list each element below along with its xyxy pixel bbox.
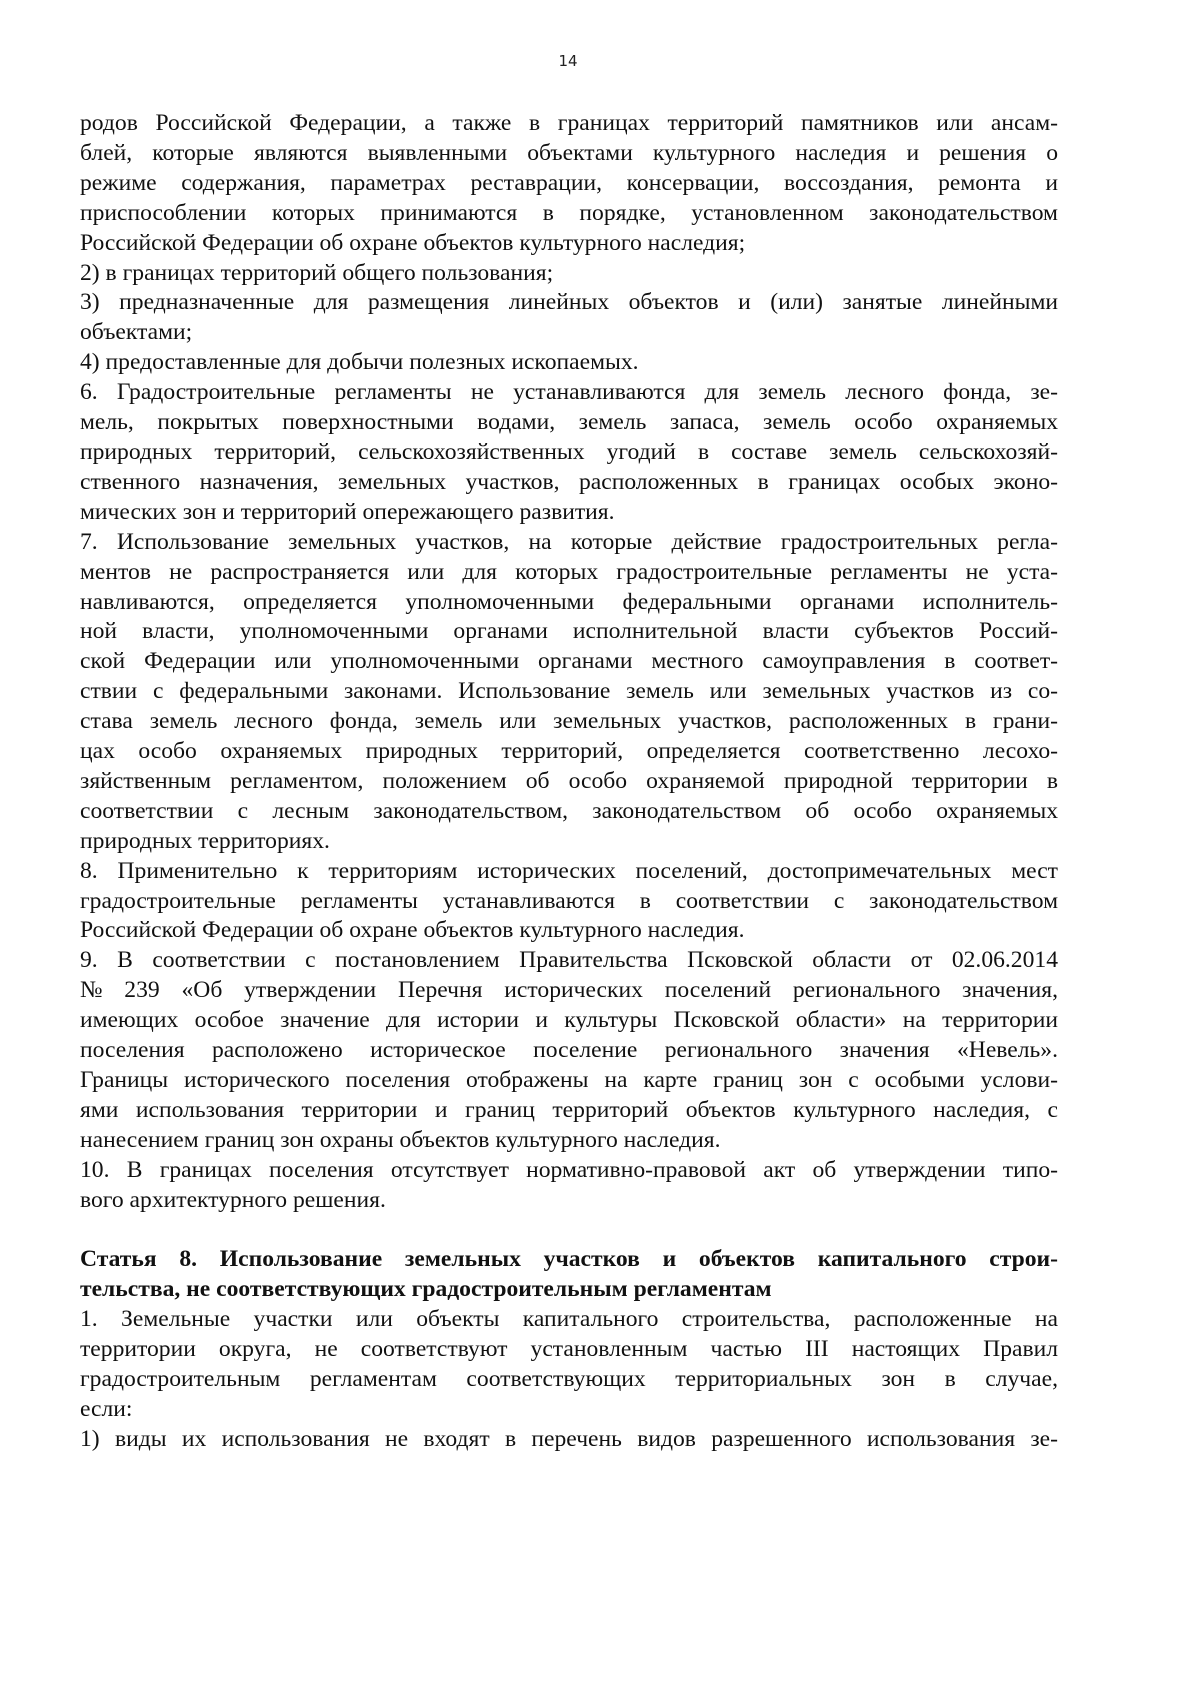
text-line: цах особо охраняемых природных территорий, определяется соответственно лесохо-	[80, 738, 1058, 765]
text-line: 7. Использование земельных участков, на которые действие градостроительных регла-	[80, 528, 1058, 555]
section-spacer	[80, 1216, 1058, 1246]
text-line: если:	[80, 1395, 133, 1422]
text-line: вого архитектурного решения.	[80, 1186, 386, 1213]
text-line: соответствии с лесным законодательством, законодательством об особо охраняемых	[80, 797, 1058, 824]
text-line: 1) виды их использования не входят в перечень видов разрешенного использования зе-	[80, 1425, 1058, 1452]
text-line: родов Российской Федерации, а также в границах территорий памятников или ансам-	[80, 110, 1058, 136]
text-line: ной власти, уполномоченными органами исполнительной власти субъектов Россий-	[80, 618, 1058, 645]
text-line: 8. Применительно к территориям исторических поселений, достопримечательных мест	[80, 857, 1058, 884]
text-line: режиме содержания, параметрах реставрации, консервации, воссоздания, ремонта и	[80, 169, 1058, 196]
text-line: 3) предназначенные для размещения линейных объектов и (или) занятые линейными	[80, 289, 1058, 316]
page-number: 14	[558, 52, 578, 70]
text-line: Российской Федерации об охране объектов культурного наследия;	[80, 229, 746, 256]
text-line: нанесением границ зон охраны объектов культурного наследия.	[80, 1126, 721, 1153]
text-line: природных территорий, сельскохозяйственных угодий в составе земель сельскохозяй-	[80, 438, 1058, 465]
text-line: градостроительные регламенты устанавливаются в соответствии с законодательством	[80, 887, 1058, 914]
text-line: навливаются, определяется уполномоченными федеральными органами исполнитель-	[80, 588, 1058, 615]
article-section	[80, 1245, 1058, 1454]
article-heading-line: тельства, не соответствующих градостроительным регламентам	[80, 1276, 772, 1303]
text-line: ствии с федеральными законами. Использование земель или земельных участков из со-	[80, 678, 1058, 705]
article-heading-line: Статья 8. Использование земельных участков и объектов капитального строи-	[80, 1246, 1058, 1273]
text-line: природных территориях.	[80, 827, 330, 854]
text-line: мель, покрытых поверхностными водами, земель запаса, земель особо охраняемых	[80, 409, 1058, 436]
text-line: ской Федерации или уполномоченными органами местного самоуправления в соответ-	[80, 648, 1058, 675]
text-line: блей, которые являются выявленными объектами культурного наследия и решения о	[80, 139, 1058, 166]
text-line: 9. В соответствии с постановлением Правительства Псковской области от 02.06.2014	[80, 947, 1058, 974]
text-line: приспособлении которых принимаются в порядке, установленном законодательством	[80, 199, 1058, 226]
text-line: 1. Земельные участки или объекты капитального строительства, расположенные на	[80, 1306, 1058, 1333]
text-line: поселения расположено историческое поселение регионального значения «Невель».	[80, 1037, 1058, 1064]
continuation-section	[80, 109, 1058, 1216]
text-line: мических зон и территорий опережающего развития.	[80, 498, 615, 525]
text-line: 4) предоставленные для добычи полезных ископаемых.	[80, 349, 639, 376]
text-line: Границы исторического поселения отображены на карте границ зон с особыми услови-	[80, 1067, 1058, 1093]
text-line: 10. В границах поселения отсутствует нормативно-правовой акт об утверждении типо-	[80, 1156, 1058, 1183]
text-line: 6. Градостроительные регламенты не устанавливаются для земель лесного фонда, зе-	[80, 379, 1058, 406]
text-line: зяйственным регламентом, положением об особо охраняемой природной территории в	[80, 767, 1058, 794]
text-line: ментов не распространяется или для которых градостроительные регламенты не уста-	[80, 558, 1058, 585]
text-line: Российской Федерации об охране объектов культурного наследия.	[80, 917, 745, 944]
text-line: объектами;	[80, 319, 193, 346]
document-body	[80, 109, 1058, 1455]
text-line: ственного назначения, земельных участков, расположенных в границах особых эконо-	[80, 468, 1058, 495]
text-line: 2) в границах территорий общего пользования;	[80, 259, 554, 286]
text-line: става земель лесного фонда, земель или земельных участков, расположенных в грани-	[80, 708, 1058, 735]
text-line: территории округа, не соответствуют установленным частью III настоящих Правил	[80, 1336, 1058, 1363]
text-line: ями использования территории и границ территорий объектов культурного наследия, с	[80, 1096, 1058, 1123]
text-line: градостроительным регламентам соответствующих территориальных зон в случае,	[80, 1366, 1058, 1393]
text-line: имеющих особое значение для истории и культуры Псковской области» на территории	[80, 1007, 1058, 1034]
text-line: № 239 «Об утверждении Перечня исторических поселений регионального значения,	[80, 977, 1058, 1004]
